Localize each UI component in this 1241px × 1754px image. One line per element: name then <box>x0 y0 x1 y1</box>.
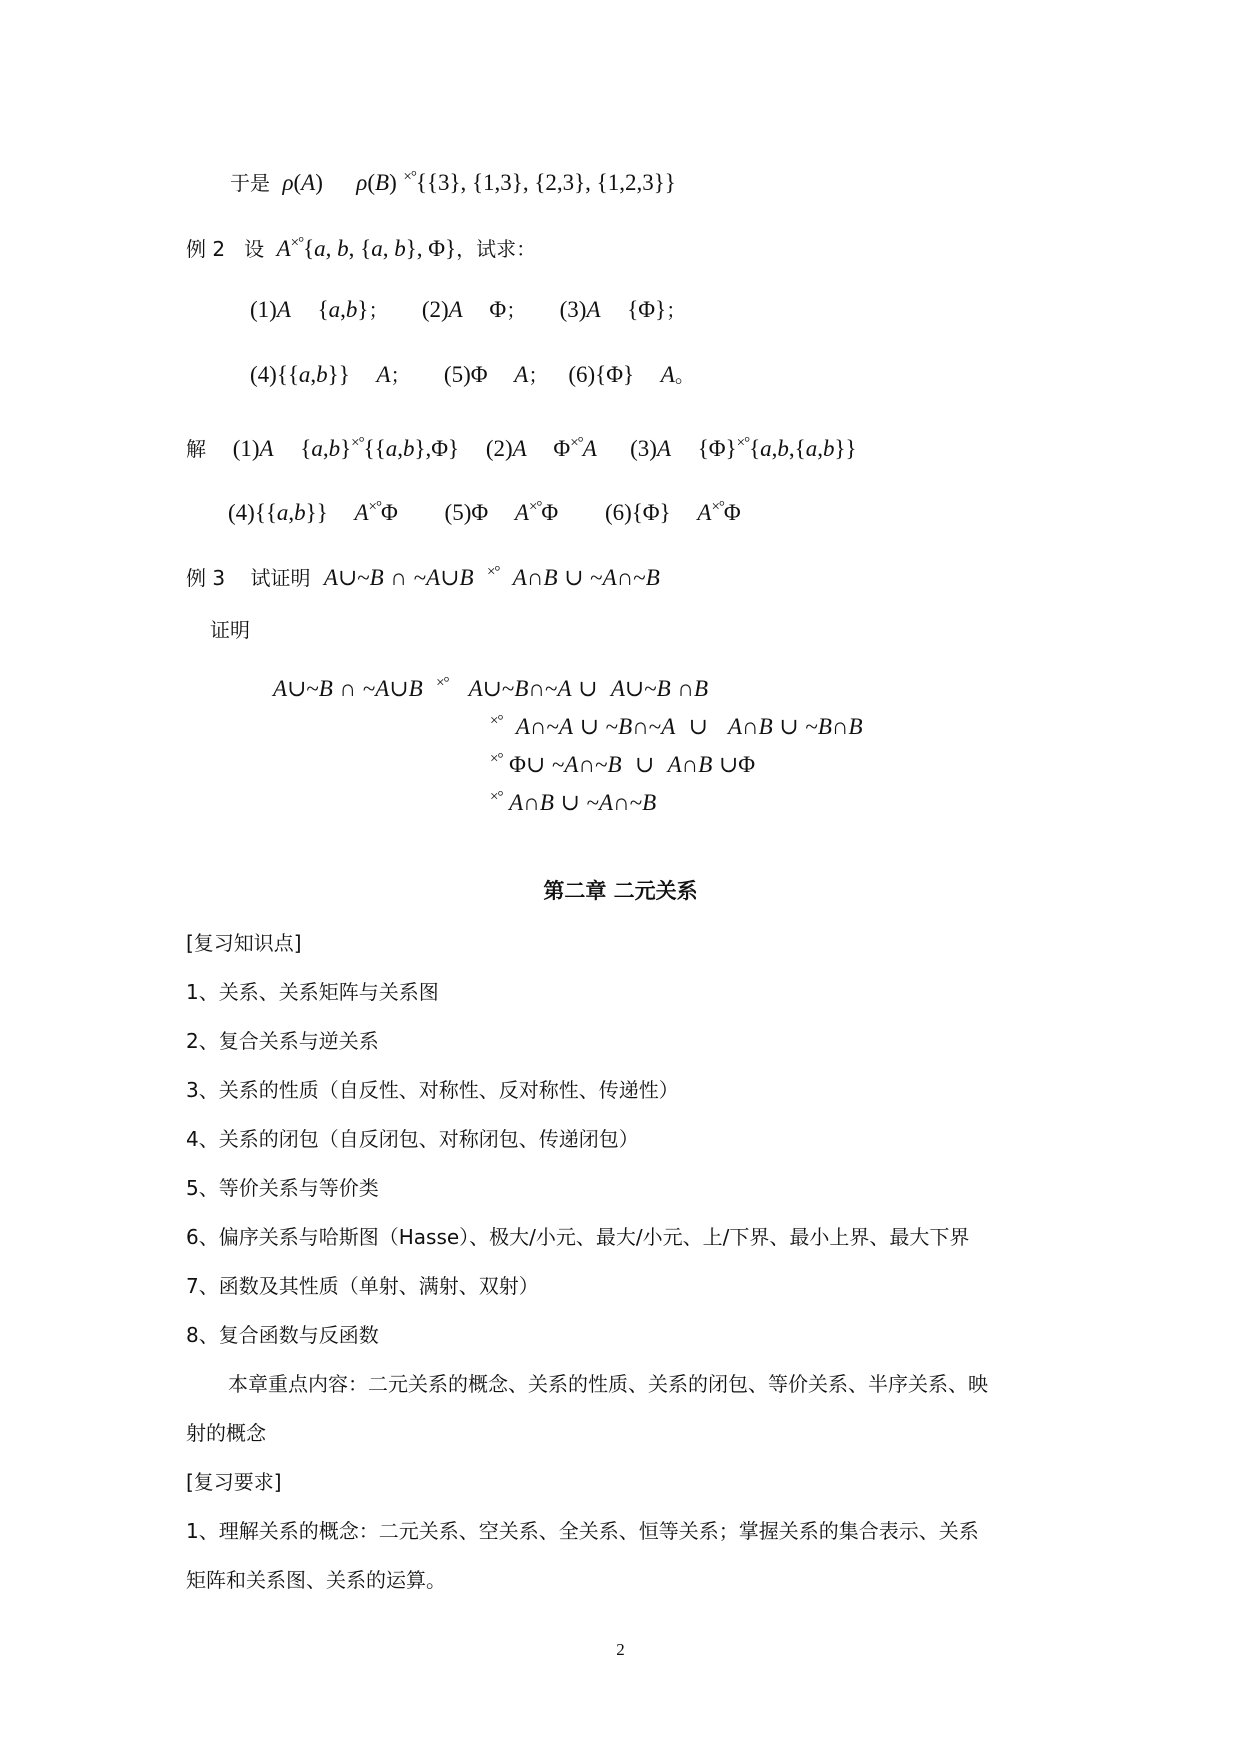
proof-line-1: A∪~B ∩ ~A∪B ×° A∪~B∩~A ∪ A∪~B ∩B <box>273 675 709 701</box>
proof-line-4: ×° A∩B ∪ ~A∩~B <box>490 789 657 815</box>
requirements-heading: [复习要求] <box>186 1470 282 1494</box>
review-point: 3、关系的性质（自反性、对称性、反对称性、传递性） <box>186 1078 679 1102</box>
review-point: 4、关系的闭包（自反闭包、对称闭包、传递闭包） <box>186 1127 639 1151</box>
review-point: 1、关系、关系矩阵与关系图 <box>186 980 439 1004</box>
review-point: 2、复合关系与逆关系 <box>186 1029 379 1053</box>
review-points-heading: [复习知识点] <box>186 931 302 955</box>
review-point: 7、函数及其性质（单射、满射、双射） <box>186 1274 539 1298</box>
requirement-line-1: 1、理解关系的概念：二元关系、空关系、全关系、恒等关系；掌握关系的集合表示、关系 <box>186 1519 979 1543</box>
math-line-2: 例 2 设 A×°{a, b, {a, b}, Φ}，试求： <box>186 235 537 261</box>
math-line-1: 于是 ρ(A) ρ(B) ×°{{3}, {1,3}, {2,3}, {1,2,3}} <box>230 169 676 195</box>
math-line-4: (4){{a,b}} A； (5)Φ A； (6){Φ} A。 <box>250 362 695 387</box>
proof-label: 证明 <box>210 618 250 642</box>
review-point: 6、偏序关系与哈斯图（Hasse）、极大/小元、最大/小元、上/下界、最小上界、最大下界 <box>186 1225 970 1249</box>
key-content-line-2: 射的概念 <box>186 1421 266 1445</box>
proof-line-2: ×° A∩~A ∪ ~B∩~A ∪ A∩B ∪ ~B∩B <box>490 713 863 739</box>
requirement-line-2: 矩阵和关系图、关系的运算。 <box>186 1568 446 1592</box>
math-line-7: 例 3 试证明 A∪~B ∩ ~A∪B ×° A∩B ∪ ~A∩~B <box>186 564 660 590</box>
chapter-title: 第二章 二元关系 <box>543 879 698 903</box>
math-line-5: 解 (1)A {a,b}×°{{a,b},Φ} (2)A Φ×°A (3)A {Φ}×°{a,b,{a,b}} <box>186 435 857 461</box>
proof-line-3: ×° Φ∪ ~A∩~B ∪ A∩B ∪Φ <box>490 751 756 777</box>
key-content-line-1: 本章重点内容：二元关系的概念、关系的性质、关系的闭包、等价关系、半序关系、映 <box>228 1372 988 1396</box>
page-number: 2 <box>616 1640 625 1659</box>
review-point: 5、等价关系与等价类 <box>186 1176 379 1200</box>
review-point: 8、复合函数与反函数 <box>186 1323 379 1347</box>
math-line-6: (4){{a,b}} A×°Φ (5)Φ A×°Φ (6){Φ} A×°Φ <box>228 499 741 525</box>
math-line-3: (1)A {a,b}； (2)A Φ； (3)A {Φ}； <box>250 297 687 322</box>
